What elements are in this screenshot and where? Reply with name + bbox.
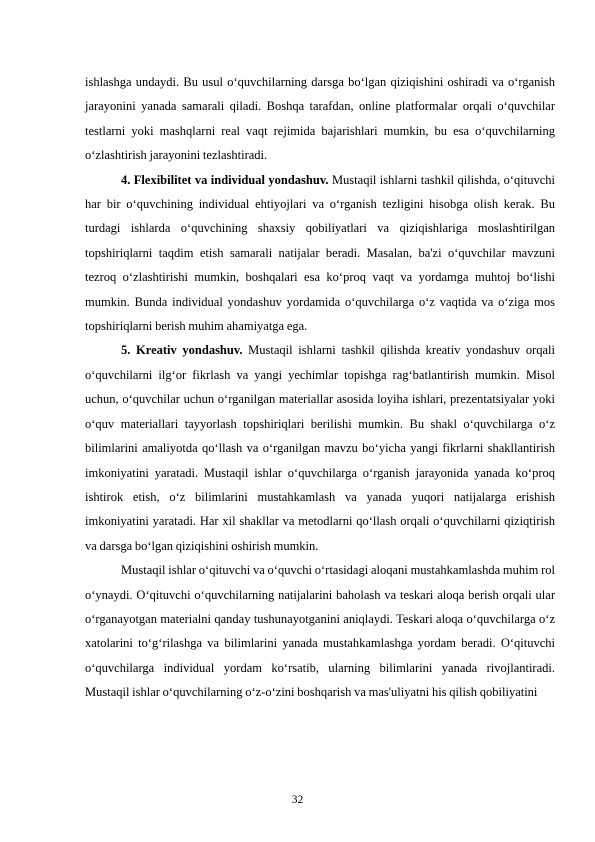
section-heading-creative: 5. Kreativ yondashuv. — [121, 343, 243, 358]
page-number: 32 — [291, 794, 304, 806]
paragraph-text: Mustaqil ishlarni tashkil qilishda kreativ yondashuv orqali o‘quvchilarni ilg‘or fikrlash va yangi yechimlar topishga rag‘batlantirish mumkin. Misol uchun, o‘quvchilar uchun o‘rganilgan materiallar asosida loyiha ishlari, prezentatsiyalar yoki o‘quv materiallari tayyorlash topshiriqlari berilishi mumkin. Bu shakl o‘quvchilarga o‘z bilimlarini amaliyotda qo‘llash va o‘rganilgan mavzu bo‘yicha yangi fikrlarni shakllantirish imkoniyatini yaratadi. Mustaqil ishlar o‘quvchilarga o‘rganish jarayonida yanada ko‘proq ishtirok etish, o‘z bilimlarini mustahkamlash va yanada yuqori natijalarga erishish imkoniyatini yaratadi. Har xil shakllar va metodlarni qo‘llash orqali o‘quvchilarni qiziqtirish va darsga bo‘lgan qiziqishini oshirish mumkin. — [85, 343, 555, 553]
paragraph-text: Mustaqil ishlarni tashkil qilishda, o‘qituvchi har bir o‘quvchining individual ehtiyojlari va o‘rganish tezligini hisobga olish kerak. Bu turdagi ishlarda o‘quvchining shaxsiy qobiliyatlari va qiziqishlariga moslashtirilgan topshiriqlarni taqdim etish samarali natijalar beradi. Masalan, ba'zi o‘quvchilar mavzuni tezroq o‘zlashtirishi mumkin, boshqalari esa ko‘proq vaqt va yordamga muhtoj bo‘lishi mumkin. Bunda individual yondashuv yordamida o‘quvchilarga o‘z vaqtida va o‘ziga mos topshiriqlarni berish muhim ahamiyatga ega. — [85, 172, 555, 334]
section-heading-flexibility: 4. Flexibilitet va individual yondashuv. — [121, 172, 329, 187]
paragraph-feedback — [85, 558, 555, 704]
paragraph-continuation — [85, 70, 555, 168]
paragraph-text: ishlashga undaydi. Bu usul o‘quvchilarning darsga bo‘lgan qiziqishini oshiradi va o‘rganish jarayonini yanada samarali qiladi. Boshqa tarafdan, online platformalar orqali o‘quvchilar testlarni yoki mashqlarni real vaqt rejimida bajarishlari mumkin, bu esa o‘quvchilarning o‘zlashtirish jarayonini tezlashtiradi. — [85, 75, 555, 163]
document-body — [85, 70, 555, 705]
paragraph-text: Mustaqil ishlar o‘qituvchi va o‘quvchi o‘rtasidagi aloqani mustahkamlashda muhim rol o‘ynaydi. O‘qituvchi o‘quvchilarning natijalarini baholash va teskari aloqa berish orqali ular o‘rganayotgan materialni qanday tushunayotganini aniqlaydi. Teskari aloqa o‘quvchilarga o‘z xatolarini to‘g‘rilashga va bilimlarini yanada mustahkamlashga yordam beradi. O‘qituvchi o‘quvchilarga individual yordam ko‘rsatib, ularning bilimlarini yanada rivojlantiradi. Mustaqil ishlar o‘quvchilarning o‘z-o‘zini boshqarish va mas'uliyatni his qilish qobiliyatini — [85, 563, 555, 700]
paragraph-creative — [85, 338, 555, 558]
paragraph-flexibility — [85, 168, 555, 339]
